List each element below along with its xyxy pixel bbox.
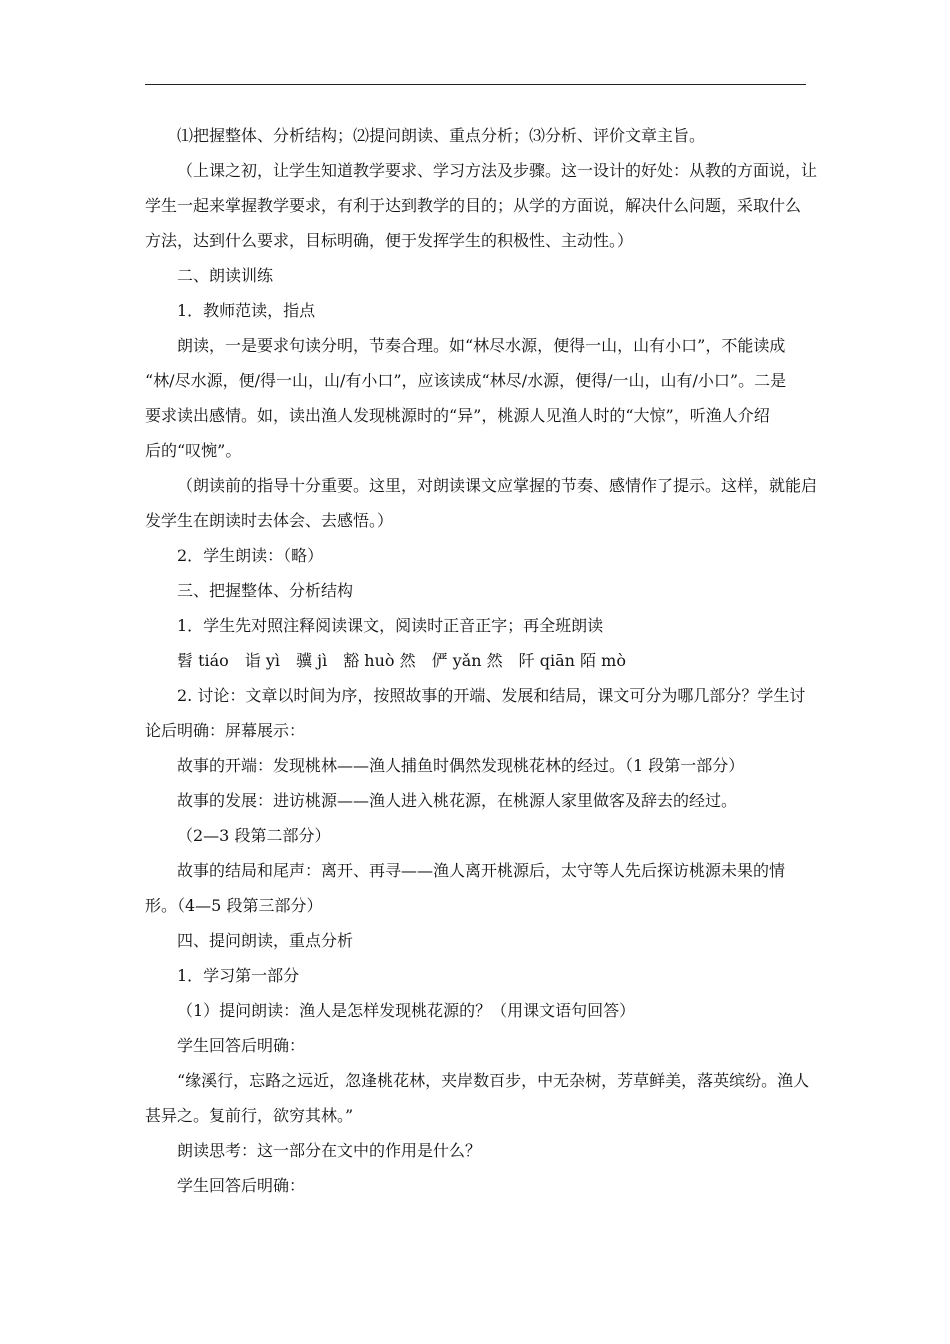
header-rule — [145, 84, 806, 85]
text-line: 要求读出感情。如，读出渔人发现桃源时的“异”，桃源人见渔人时的“大惊”，听渔人介绍 — [145, 406, 770, 425]
text-line: 论后明确：屏幕展示： — [145, 721, 306, 740]
text-line: （上课之初，让学生知道教学要求、学习方法及步骤。这一设计的好处：从教的方面说，让 — [177, 161, 818, 180]
text-line: （朗读前的指导十分重要。这里，对朗读课文应掌握的节奏、感情作了提示。这样，就能启 — [177, 476, 818, 495]
text-line: 朗读思考：这一部分在文中的作用是什么？ — [177, 1141, 482, 1160]
text-line: 后的“叹惋”。 — [145, 441, 242, 460]
section-heading: 四、提问朗读，重点分析 — [177, 931, 354, 950]
text-line: 故事的发展：进访桃源——渔人进入桃花源，在桃源人家里做客及辞去的经过。 — [177, 791, 738, 810]
text-line: 形。（4—5 段第三部分） — [145, 896, 323, 915]
text-line: 学生一起来掌握教学要求，有利于达到教学的目的；从学的方面说，解决什么问题，采取什么 — [145, 196, 802, 215]
text-line: （1）提问朗读：渔人是怎样发现桃花源的？（用课文语句回答） — [177, 1001, 636, 1020]
text-line: 方法，达到什么要求，目标明确，便于发挥学生的积极性、主动性。） — [145, 231, 634, 250]
pronunciation-list: 髫 tiáo 诣 yì 骥 jì 豁 huò 然 俨 yǎn 然 阡 qiān 陌 mò — [177, 651, 626, 670]
text-line: 故事的结局和尾声：离开、再寻——渔人离开桃源后，太守等人先后探访桃源未果的情 — [177, 861, 786, 880]
text-line: 故事的开端：发现桃林——渔人捕鱼时偶然发现桃花林的经过。（1 段第一部分） — [177, 756, 745, 775]
subsection-heading: 2．学生朗读：（略） — [177, 546, 324, 565]
subsection-heading: 1．教师范读，指点 — [177, 301, 316, 320]
text-line: “林/尽水源，便/得一山，山/有小口”，应该读成“林尽/水源，便得/一山，山有/小口”。二是 — [145, 371, 787, 390]
quote-line: “缘溪行，忘路之远近，忽逢桃花林，夹岸数百步，中无杂树，芳草鲜美，落英缤纷。渔人 — [177, 1071, 810, 1090]
text-line: 2. 讨论：文章以时间为序，按照故事的开端、发展和结局，课文可分为哪几部分？学生讨 — [177, 686, 806, 705]
text-line: 学生回答后明确： — [177, 1036, 306, 1055]
subsection-heading: 1．学习第一部分 — [177, 966, 300, 985]
document-body — [145, 118, 818, 1203]
subsection-heading: 1．学生先对照注释阅读课文，阅读时正音正字；再全班朗读 — [177, 616, 604, 635]
quote-line: 甚异之。复前行，欲穷其林。” — [145, 1106, 354, 1125]
text-line: （2—3 段第二部分） — [177, 826, 331, 845]
section-heading: 二、朗读训练 — [177, 266, 274, 285]
section-heading: 三、把握整体、分析结构 — [177, 581, 354, 600]
text-line: 朗读，一是要求句读分明，节奏合理。如“林尽水源，便得一山，山有小口”，不能读成 — [177, 336, 786, 355]
text-line: 发学生在朗读时去体会、去感悟。） — [145, 511, 394, 530]
text-line: 学生回答后明确： — [177, 1176, 306, 1195]
text-line: ⑴把握整体、分析结构；⑵提问朗读、重点分析；⑶分析、评价文章主旨。 — [177, 126, 706, 145]
